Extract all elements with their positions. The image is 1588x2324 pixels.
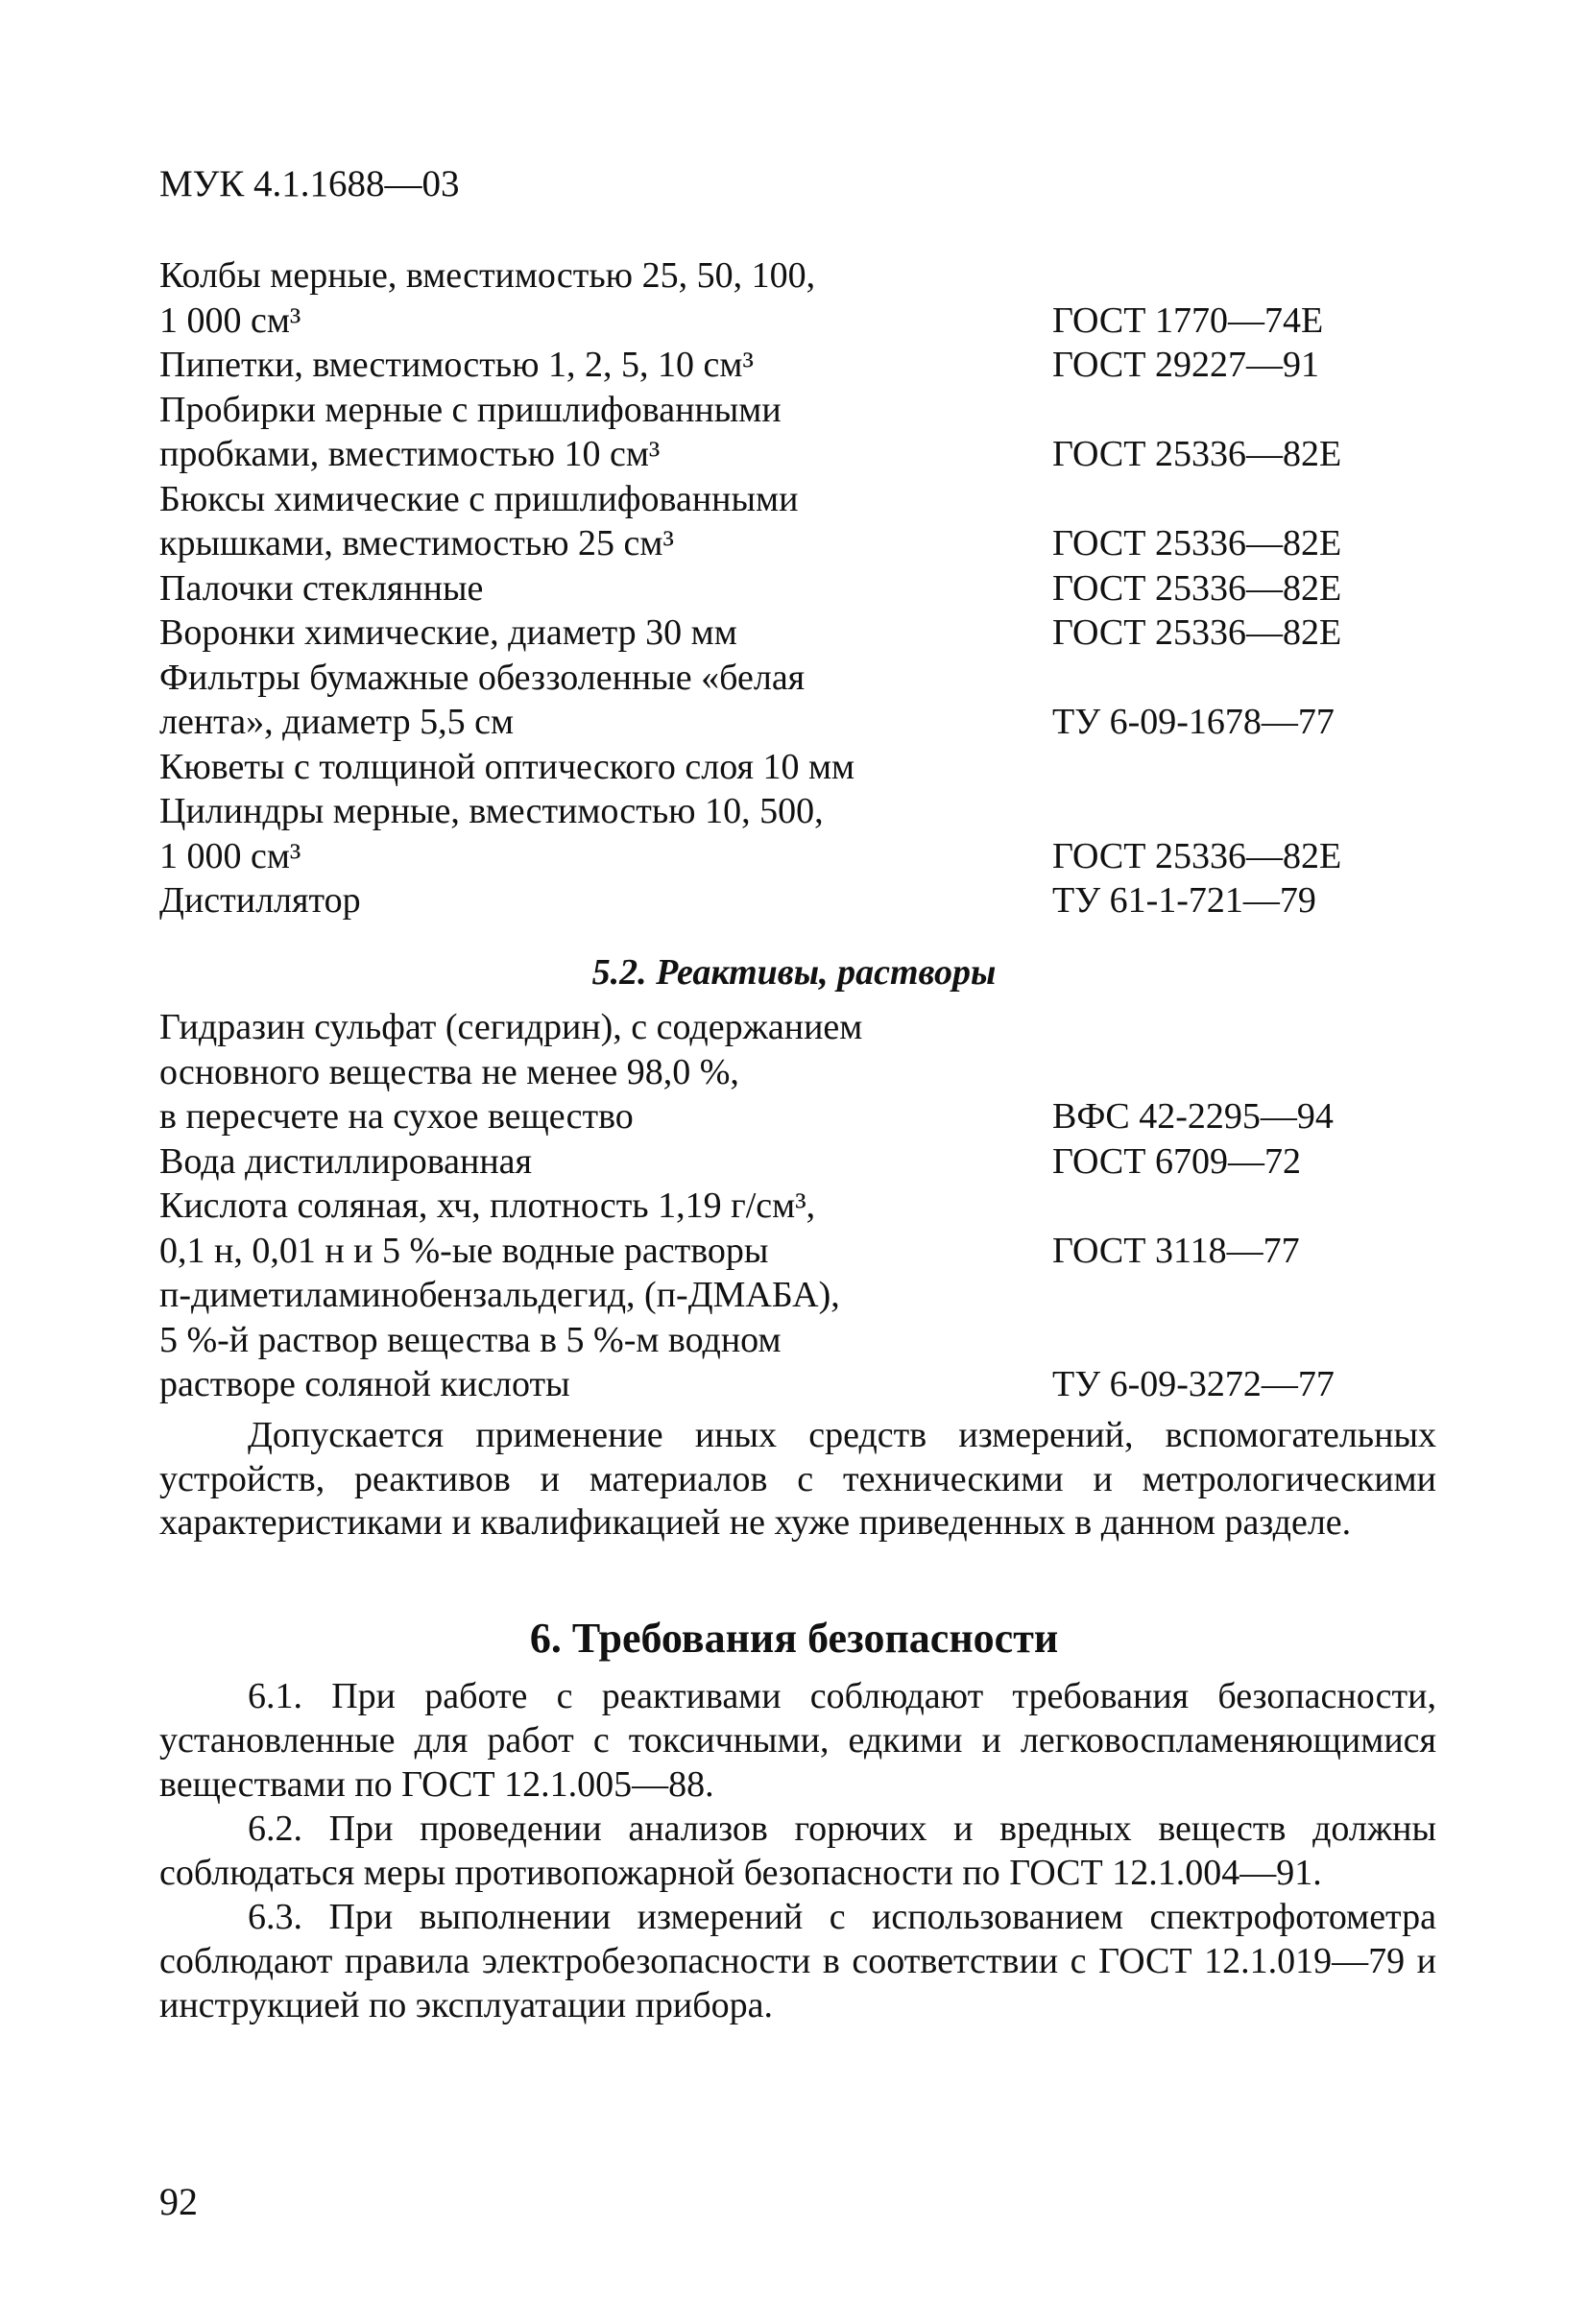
equipment-standard: ГОСТ 25336—82Е <box>1052 434 1342 474</box>
reagent-item-line: Вода дистиллированная <box>159 1140 533 1182</box>
equipment-item <box>159 566 1023 611</box>
equipment-standard: ГОСТ 25336—82Е <box>1052 567 1342 609</box>
reagent-standard: ВФС 42-2295—94 <box>1052 1096 1334 1137</box>
equipment-item <box>159 343 1023 388</box>
reagent-item <box>159 1273 1023 1407</box>
equipment-row <box>159 611 1436 656</box>
page-number: 92 <box>159 2180 198 2223</box>
reagent-item <box>159 1005 1023 1139</box>
reagent-standard: ГОСТ 3118—77 <box>1052 1230 1300 1271</box>
equipment-standard: ГОСТ 25336—82Е <box>1052 523 1342 563</box>
equipment-item <box>159 878 1023 923</box>
equipment-item <box>159 253 1023 343</box>
equipment-row <box>159 343 1436 388</box>
equipment-item <box>159 388 1023 477</box>
equipment-item-line: 1 000 см³ <box>159 299 301 341</box>
equipment-item-line: Колбы мерные, вместимостью 25, 50, 100, <box>159 255 816 296</box>
equipment-row <box>159 656 1436 745</box>
equipment-item-line: Бюксы химические с пришлифованными <box>159 478 799 519</box>
equipment-row <box>159 477 1436 566</box>
reagent-row <box>159 1005 1436 1139</box>
equipment-item-line: Пробирки мерные с пришлифованными <box>159 389 782 430</box>
equipment-item <box>159 656 1023 745</box>
reagent-row <box>159 1139 1436 1185</box>
equipment-item-line: Цилиндры мерные, вместимостью 10, 500, <box>159 791 824 831</box>
equipment-row <box>159 789 1436 878</box>
safety-paragraph-6-2: 6.2. При проведении анализов горючих и вредных веществ должны соблюдаться меры противопожарной безопасности по ГОСТ 12.1.004—91. <box>159 1809 1436 1893</box>
equipment-row <box>159 878 1436 923</box>
reagent-row <box>159 1184 1436 1273</box>
equipment-row <box>159 566 1436 611</box>
reagent-standard: ГОСТ 6709—72 <box>1052 1140 1301 1182</box>
equipment-item-line: лента», диаметр 5,5 см <box>159 702 515 742</box>
section-6-title: 6. Требования безопасности <box>529 1615 1059 1662</box>
reagent-item-line: Кислота соляная, хч, плотность 1,19 г/см³, <box>159 1186 816 1226</box>
reagent-item-line: 5 %-й раствор вещества в 5 %-м водном <box>159 1319 782 1360</box>
equipment-standard: ГОСТ 25336—82Е <box>1052 612 1342 653</box>
equipment-standard: ГОСТ 29227—91 <box>1052 345 1319 385</box>
equipment-row <box>159 388 1436 477</box>
equipment-list <box>159 253 1436 923</box>
equipment-item-line: Дистиллятор <box>159 880 361 921</box>
reagent-row <box>159 1273 1436 1407</box>
substitution-note: Допускается применение иных средств измерений, вспомогательных устройств, реактивов и материалов с техническими и метрологическими характеристиками и квалификацией не хуже приведенных в данном разделе. <box>159 1415 1436 1543</box>
equipment-standard: ТУ 6-09-1678—77 <box>1052 702 1335 742</box>
equipment-item-line: Палочки стеклянные <box>159 567 484 609</box>
reagent-item-line: Гидразин сульфат (сегидрин), с содержанием <box>159 1007 863 1047</box>
reagent-item-line: 0,1 н, 0,01 н и 5 %-ые водные растворы <box>159 1230 769 1271</box>
document-code-header: МУК 4.1.1688—03 <box>159 163 460 204</box>
equipment-item-line: пробками, вместимостью 10 см³ <box>159 434 661 474</box>
equipment-item-line: Кюветы с толщиной оптического слоя 10 мм <box>159 746 855 787</box>
safety-paragraph-6-3: 6.3. При выполнении измерений с использованием спектрофотометра соблюдают правила электробезопасности в соответствии с ГОСТ 12.1.019—79 и инструкцией по эксплуатации прибора. <box>159 1897 1436 2025</box>
equipment-item <box>159 789 1023 878</box>
equipment-item-line: Пипетки, вместимостью 1, 2, 5, 10 см³ <box>159 345 754 385</box>
reagent-item-line: основного вещества не менее 98,0 %, <box>159 1051 739 1092</box>
reagent-item <box>159 1139 1023 1185</box>
reagent-item <box>159 1184 1023 1273</box>
equipment-item <box>159 477 1023 566</box>
reagent-item-line: п-диметиламинобензальдегид, (п-ДМАБА), <box>159 1275 840 1315</box>
equipment-item <box>159 745 1023 790</box>
equipment-item-line: Фильтры бумажные обеззоленные «белая <box>159 657 806 698</box>
equipment-item-line: крышками, вместимостью 25 см³ <box>159 523 674 563</box>
equipment-standard: ГОСТ 1770—74Е <box>1052 299 1324 341</box>
reagents-heading: 5.2. Реактивы, растворы <box>591 952 997 993</box>
equipment-row <box>159 745 1436 790</box>
equipment-item <box>159 611 1023 656</box>
reagent-item-line: в пересчете на сухое вещество <box>159 1096 634 1137</box>
equipment-item-line: 1 000 см³ <box>159 835 301 876</box>
safety-requirements <box>159 1674 1436 2027</box>
reagent-item-line: растворе соляной кислоты <box>159 1364 570 1404</box>
equipment-row <box>159 253 1436 343</box>
reagent-standard: ТУ 6-09-3272—77 <box>1052 1364 1335 1404</box>
equipment-standard: ТУ 61-1-721—79 <box>1052 880 1316 921</box>
equipment-standard: ГОСТ 25336—82Е <box>1052 835 1342 876</box>
equipment-item-line: Воронки химические, диаметр 30 мм <box>159 612 737 653</box>
safety-paragraph-6-1: 6.1. При работе с реактивами соблюдают требования безопасности, установленные для работ с токсичными, едкими и легковоспламеняющимися веществами по ГОСТ 12.1.005—88. <box>159 1676 1436 1805</box>
reagents-list <box>159 1005 1436 1407</box>
